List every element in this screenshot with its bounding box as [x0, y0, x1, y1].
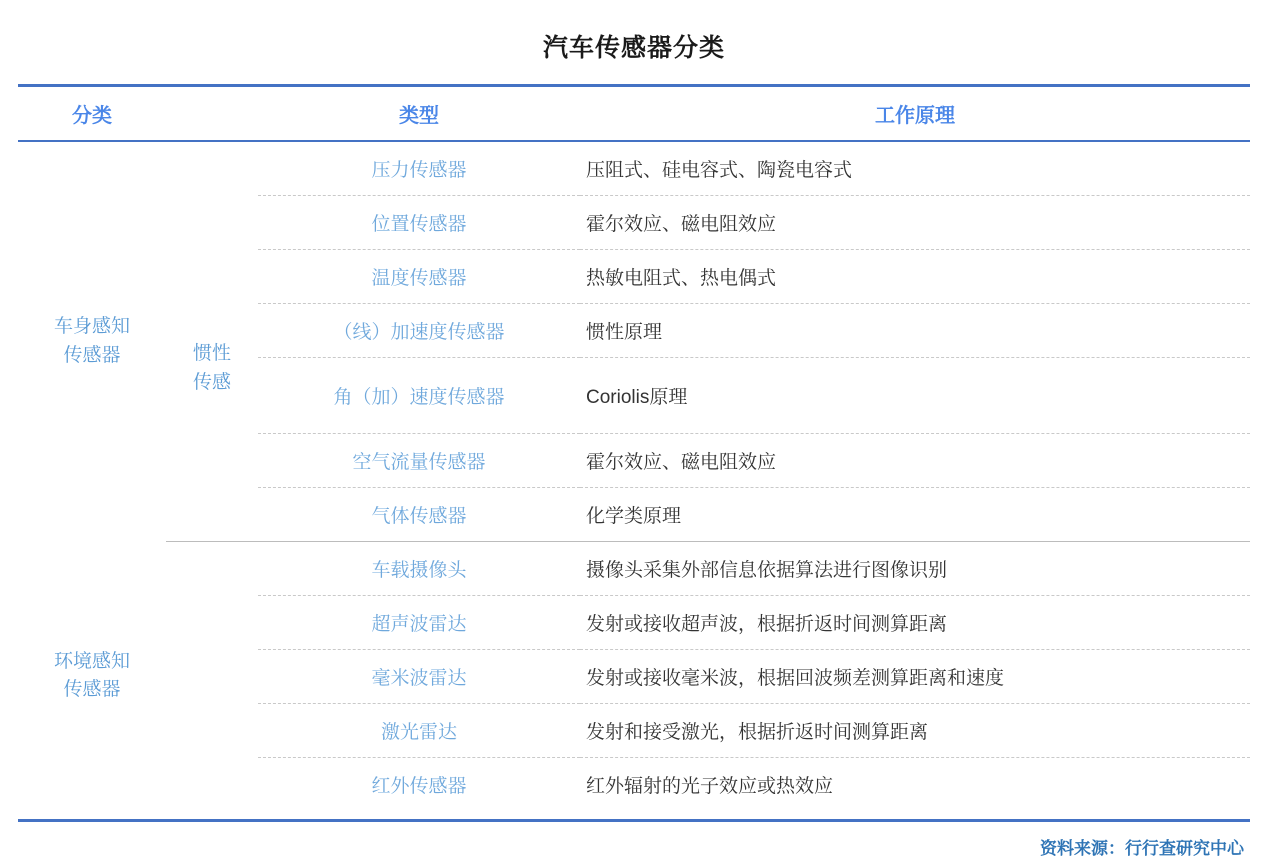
- category-label-line1: 环境感知: [53, 650, 130, 672]
- principle-cell: 霍尔效应、磁电阻效应: [580, 196, 1250, 250]
- table-row: [18, 704, 1250, 758]
- type-cell: 激光雷达: [258, 704, 580, 758]
- category-label-line1: 车身感知: [53, 316, 130, 338]
- table-row: [18, 434, 1250, 488]
- subgroup-cell-empty: [166, 704, 258, 758]
- table-row: [18, 488, 1250, 542]
- type-cell: 气体传感器: [258, 488, 580, 542]
- subgroup-cell-empty: [166, 596, 258, 650]
- principle-cell: 发射或接收毫米波，根据回波频差测算距离和速度: [580, 650, 1250, 704]
- header-principle: 工作原理: [875, 105, 955, 127]
- type-cell: 超声波雷达: [258, 596, 580, 650]
- type-cell: 空气流量传感器: [258, 434, 580, 488]
- principle-cell: 热敏电阻式、热电偶式: [580, 250, 1250, 304]
- table-row: [18, 596, 1250, 650]
- type-cell: 位置传感器: [258, 196, 580, 250]
- sensor-classification-table: [18, 87, 1250, 140]
- table-row: [18, 196, 1250, 250]
- type-cell: 毫米波雷达: [258, 650, 580, 704]
- type-cell: 红外传感器: [371, 776, 467, 797]
- table-row: [18, 758, 1250, 812]
- table-header-row: [18, 87, 1250, 140]
- subgroup-label-line2: 传感: [192, 371, 231, 393]
- subgroup-cell-empty: [166, 196, 258, 250]
- principle-cell: 摄像头采集外部信息依据算法进行图像识别: [580, 542, 1250, 596]
- table-row: [18, 542, 1250, 596]
- type-cell: （线）加速度传感器: [258, 304, 580, 358]
- subgroup-cell-empty: [166, 488, 258, 542]
- header-subgroup: [166, 87, 258, 140]
- principle-cell: 化学类原理: [580, 488, 1250, 542]
- subgroup-cell-empty: [166, 542, 258, 596]
- principle-cell: 红外辐射的光子效应或热效应: [586, 776, 834, 797]
- subgroup-label-line1: 惯性: [192, 343, 231, 364]
- category-cell-body-sensors: [18, 142, 166, 542]
- table-row: [18, 142, 1250, 196]
- principle-cell: 压阻式、硅电容式、陶瓷电容式: [580, 142, 1250, 196]
- subgroup-cell-empty: [166, 650, 258, 704]
- spacer: [18, 811, 1250, 819]
- page-title: 汽车传感器分类: [542, 34, 725, 62]
- type-cell: 角（加）速度传感器: [258, 358, 580, 434]
- table-row: [18, 304, 1250, 358]
- type-cell: 压力传感器: [258, 142, 580, 196]
- header-type: 类型: [399, 105, 439, 127]
- category-label-line2: 传感器: [63, 679, 121, 701]
- principle-cell: Coriolis原理: [580, 358, 1250, 434]
- subgroup-cell-inertial: [166, 304, 258, 434]
- subgroup-cell-empty: [166, 434, 258, 488]
- subgroup-cell-empty: [166, 142, 258, 196]
- table-row: [18, 250, 1250, 304]
- header-category: 分类: [72, 105, 112, 127]
- table-header: [18, 87, 1250, 140]
- type-cell: 车载摄像头: [258, 542, 580, 596]
- category-cell-environment-sensors: [18, 542, 166, 812]
- category-label-line2: 传感器: [63, 344, 121, 366]
- principle-cell: 惯性原理: [580, 304, 1250, 358]
- type-cell: 温度传感器: [258, 250, 580, 304]
- table-row: [18, 650, 1250, 704]
- principle-cell: 发射和接受激光，根据折返时间测算距离: [580, 704, 1250, 758]
- principle-cell: 霍尔效应、磁电阻效应: [580, 434, 1250, 488]
- subgroup-cell-empty: [166, 250, 258, 304]
- principle-cell: 发射或接收超声波，根据折返时间测算距离: [580, 596, 1250, 650]
- subgroup-cell-empty: [166, 758, 258, 812]
- source-note: 资料来源：行行查研究中心: [1040, 839, 1244, 858]
- sensor-classification-body: [18, 142, 1250, 811]
